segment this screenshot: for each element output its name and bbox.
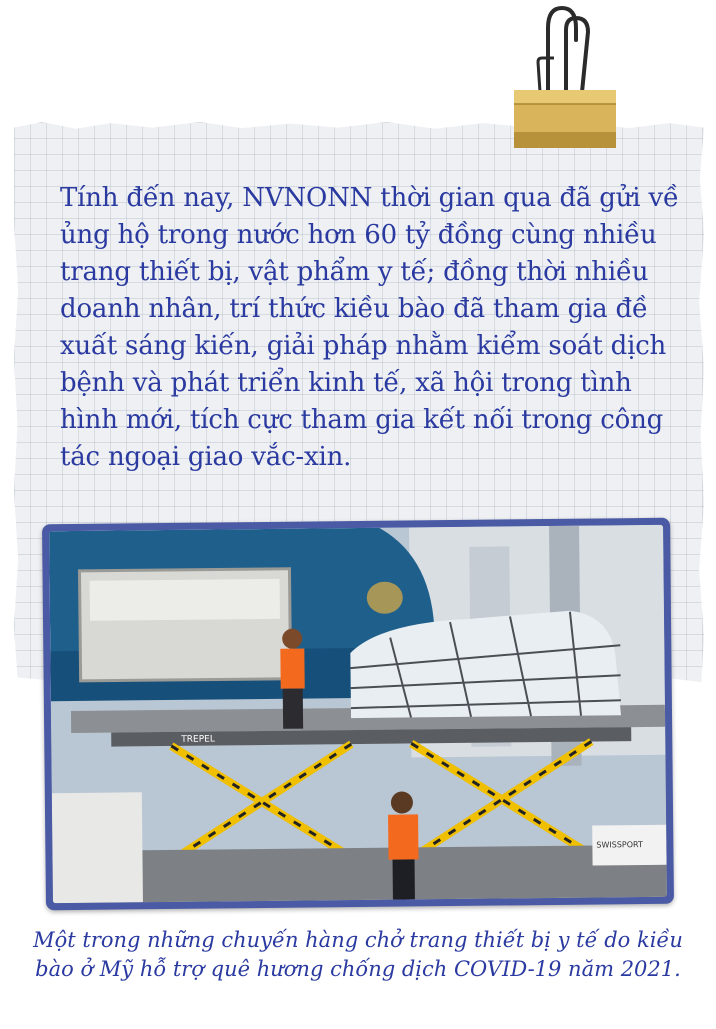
- binder-clip-icon: [510, 0, 620, 160]
- article-paragraph: Tính đến nay, NVNONN thời gian qua đã gửi về ủng hộ trong nước hơn 60 tỷ đồng cùng nhiều trang thiết bị, vật phẩm y tế; đồng thời nhiều doanh nhân, trí thức kiều bào đã tham gia đề xuất sáng kiến, giải pháp nhằm kiểm soát dịch bệnh và phát triển kinh tế, xã hội trong tình hình mới, tích cực tham gia kết nối trong công tác ngoại giao vắc-xin.: [60, 183, 679, 472]
- photo-caption: Một trong những chuyến hàng chở trang thiết bị y tế do kiều bào ở Mỹ hỗ trợ quê hương chống dịch COVID-19 năm 2021.: [33, 928, 683, 981]
- ground-service-label: SWISSPORT: [596, 840, 643, 850]
- cargo-scene: [49, 525, 667, 903]
- photo-frame: [42, 518, 674, 911]
- loader-brand-label: TREPEL: [181, 734, 215, 745]
- cargo-loading-photo: [49, 525, 667, 903]
